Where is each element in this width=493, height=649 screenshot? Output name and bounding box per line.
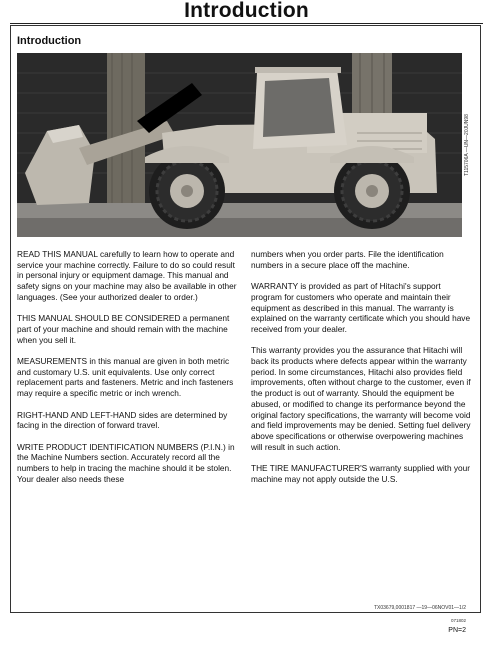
paragraph-permanent-part: THIS MANUAL SHOULD BE CONSIDERED a permanent part of your machine and should remain with the machine when you sell it. bbox=[17, 313, 230, 345]
left-column bbox=[17, 249, 237, 495]
paragraph-identification-numbers: numbers when you order parts. File the identification numbers in a secure place off the machine. bbox=[251, 249, 444, 270]
page-title: Introduction bbox=[184, 0, 309, 22]
paragraph-right-left-hand: RIGHT-HAND AND LEFT-HAND sides are determined by facing in the direction of forward travel. bbox=[17, 409, 228, 431]
paragraph-pin: WRITE PRODUCT IDENTIFICATION NUMBERS (P.I.N.) in the Machine Numbers section. Accurately record all the numbers to help in tracing the machine should it be stolen. Your dealer also needs these bbox=[17, 441, 235, 484]
photo-code: T115706A —UN—20JUN98 bbox=[464, 114, 470, 176]
page-number: PN=2 bbox=[448, 627, 466, 634]
wheel-loader-photo bbox=[17, 53, 462, 237]
paragraph-warranty-assurance: This warranty provides you the assurance that Hitachi will back its products where defects appear within the warranty period. In some circumstances, Hitachi also provides field improvements, often without charge to the customer, even if the product is out of warranty. Should the equipment be abused, or modified to change its performance beyond the original factory specifications, the warranty will become void and field improvements may be denied. Setting fuel delivery above specifications or otherwise overpowering machines will result in such action. bbox=[251, 345, 471, 452]
paragraph-measurements: MEASUREMENTS in this manual are given in both metric and customary U.S. unit equivalents. Use only correct replacement parts and fasteners. Metric and inch fasteners may require a specific metric or inch wrench. bbox=[17, 356, 234, 399]
paragraph-read-manual: READ THIS MANUAL carefully to learn how to operate and service your machine correctly. Failure to do so could result in personal injury or equipment damage. This manual and safety signs on your machine may also be available in other languages. (See your authorized dealer to order.) bbox=[17, 249, 237, 302]
footer-reference: TX03679,0001817 —19—06NOV01—1/2 bbox=[373, 605, 466, 611]
title-divider bbox=[10, 23, 483, 24]
right-column bbox=[251, 249, 471, 495]
paragraph-warranty: WARRANTY is provided as part of Hitachi's support program for customers who operate and maintain their equipment as described in this manual. The warranty is explained on the warranty certificate which you should have received from your dealer. bbox=[251, 281, 471, 334]
footer-date-code: 071802 bbox=[450, 618, 466, 623]
section-heading: Introduction bbox=[17, 35, 82, 47]
paragraph-tire-warranty: THE TIRE MANUFACTURER'S warranty supplied with your machine may not apply outside the U.S. bbox=[251, 463, 471, 484]
